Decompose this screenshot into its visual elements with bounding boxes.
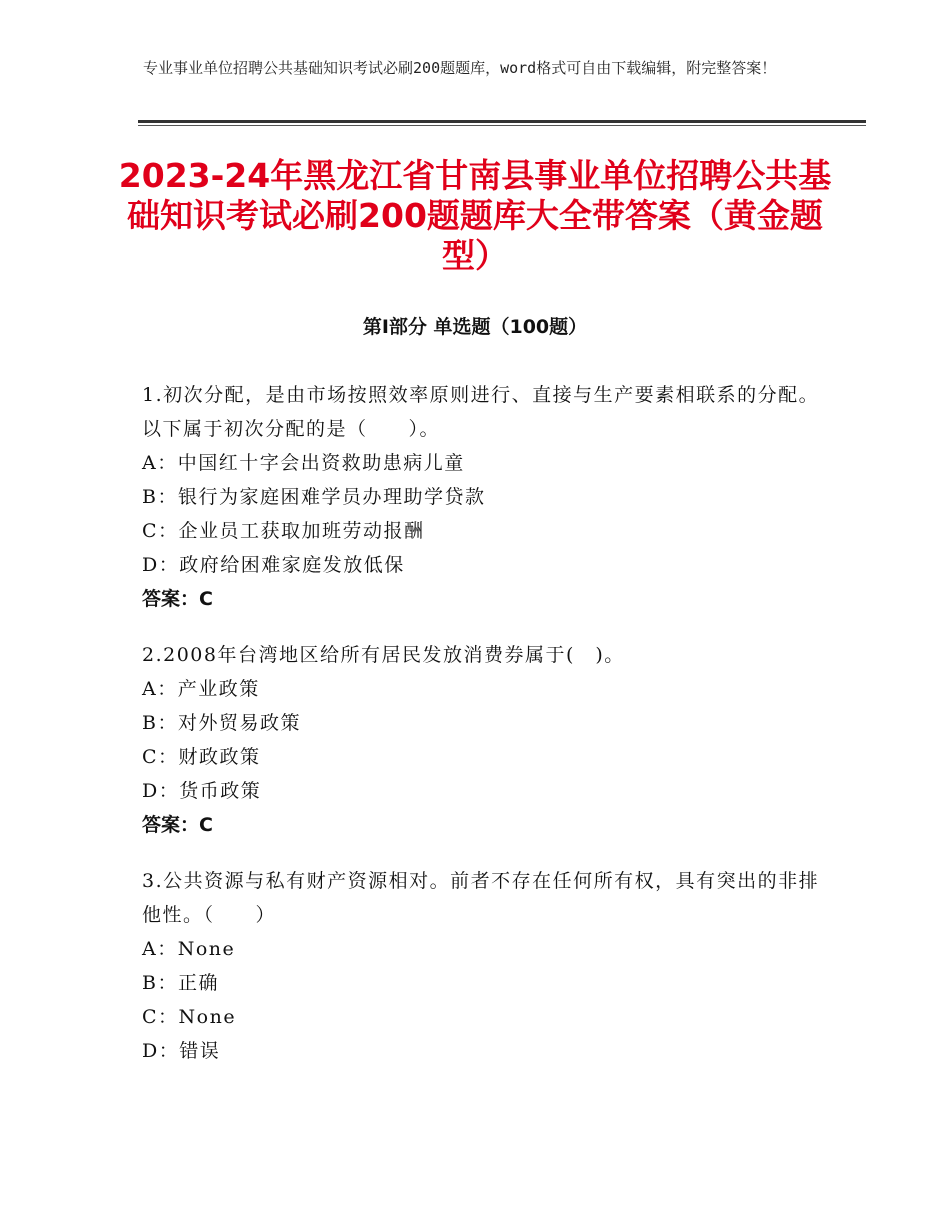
question-2 bbox=[142, 638, 822, 842]
option-d: D：错误 bbox=[142, 1040, 221, 1062]
section-heading: 第I部分 单选题（100题） bbox=[362, 316, 588, 338]
option-a: A：产业政策 bbox=[142, 678, 260, 700]
option-a: A：None bbox=[142, 938, 236, 960]
option-d: D：货币政策 bbox=[142, 780, 262, 802]
option-c: C：财政政策 bbox=[142, 746, 261, 768]
question-stem: 2.2008年台湾地区给所有居民发放消费券属于( )。 bbox=[142, 644, 625, 666]
document-title: 2023-24年黑龙江省甘南县事业单位招聘公共基础知识考试必刷200题题库大全带答案（黄金题型） bbox=[118, 156, 832, 275]
question-stem: 3.公共资源与私有财产资源相对。前者不存在任何所有权，具有突出的非排他性。（ ） bbox=[142, 870, 820, 926]
option-c: C：企业员工获取加班劳动报酬 bbox=[142, 520, 425, 542]
header-note: 专业事业单位招聘公共基础知识考试必刷200题题库，word格式可自由下载编辑，附完整答案！ bbox=[143, 59, 777, 77]
option-c: C：None bbox=[142, 1006, 237, 1028]
header-divider-thin bbox=[138, 125, 866, 126]
option-a: A：中国红十字会出资救助患病儿童 bbox=[142, 452, 465, 474]
question-1 bbox=[142, 378, 822, 616]
question-stem: 1.初次分配，是由市场按照效率原则进行、直接与生产要素相联系的分配。以下属于初次分配的是（ ）。 bbox=[142, 384, 820, 440]
answer-line: 答案：C bbox=[142, 814, 213, 836]
option-b: B：正确 bbox=[142, 972, 219, 994]
header-divider bbox=[138, 120, 866, 123]
question-list bbox=[142, 378, 822, 1090]
option-b: B：银行为家庭困难学员办理助学贷款 bbox=[142, 486, 486, 508]
question-3 bbox=[142, 864, 822, 1068]
option-b: B：对外贸易政策 bbox=[142, 712, 301, 734]
option-d: D：政府给困难家庭发放低保 bbox=[142, 554, 405, 576]
answer-line: 答案：C bbox=[142, 588, 213, 610]
